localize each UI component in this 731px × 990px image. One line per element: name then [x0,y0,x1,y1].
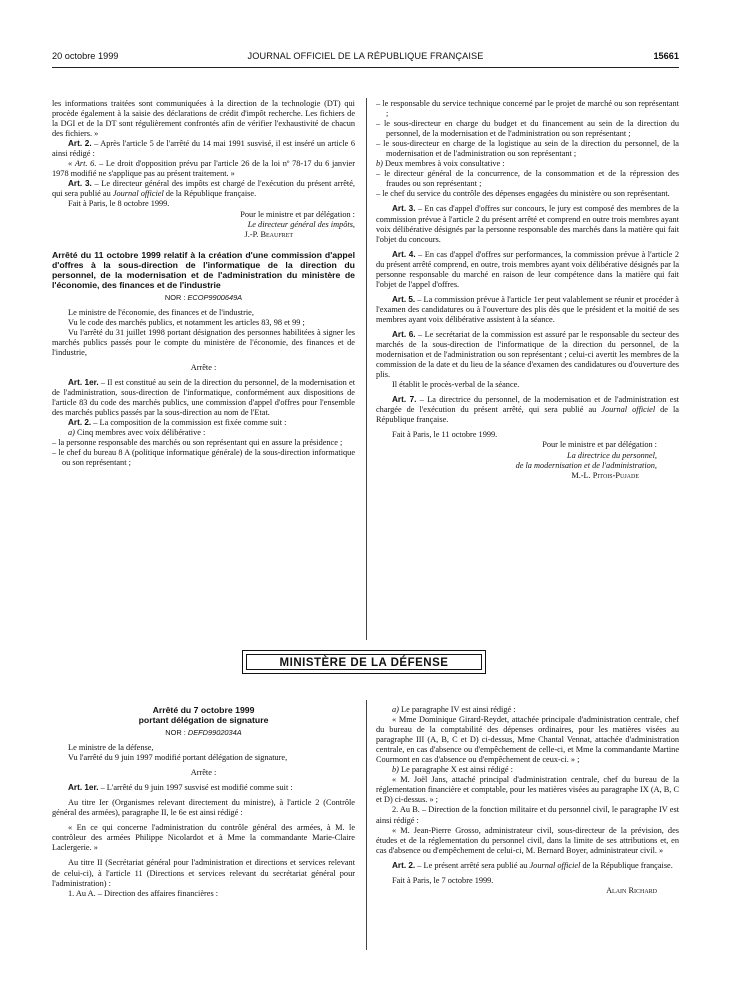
paragraph: Art. 1er. – L'arrêté du 9 juin 1997 susvisé est modifié comme suit : [68,783,293,793]
ministry-heading: MINISTÈRE DE LA DÉFENSE [246,654,482,670]
fait-a-paris: Fait à Paris, le 8 octobre 1999. [68,199,170,209]
fait-a-paris: Fait à Paris, le 11 octobre 1999. [392,430,498,440]
quote-paragraph: « Mme Dominique Girard-Reydet, attachée principale d'administration centrale, chef du bureau de la comptabilité des dépenses ordinaires, pour les matières visées au paragraphe III (A, B, C et D) ci-dessus, Mme Chantal Vennat, attachée d'administration centrale, en cas d'absence ou d'empêchement de celle-ci, et Mme la commandante Martine Courmont en cas d'absence ou d'empêchement de ceux-ci. » ; [376,715,679,765]
signature-line: de la modernisation et de l'administration, [515,460,657,470]
signature-line: Pour le ministre et par délégation : [542,440,657,450]
paragraph: les informations traitées sont communiquées à la direction de la technologie (DT) qui procède également à la saisie des déclarations de crédit d'impôt recherche. Les fichiers de la DGI et de la DT sont régulièrement confrontés afin de vérifier l'exhaustivité de chacun des fichiers. » [52,99,355,139]
signature-line: Pour le ministre et par délégation : [240,209,355,219]
ministry-heading-box [242,650,486,674]
paragraph: Art. 2. – La composition de la commission est fixée comme suit : [68,418,287,428]
list-item: – le responsable du service technique concerné par le projet de marché ou son représentant ; [376,99,679,119]
paragraph: Art. 3. – En cas d'appel d'offres sur concours, le jury est composé des membres de la commission prévue à l'article 2 du présent arrêté et comprend en outre trois membres ayant voix délibérative désignés par la personne responsable des marchés dans la matière qui fait l'objet du concours. [376,204,679,244]
paragraph: Art. 1er. – Il est constitué au sein de la direction du personnel, de la modernisation et de l'administration, sous-direction de l'informatique, conformément aux dispositions de l'article 83 du code des marchés publics, une commission d'appel d'offres pour l'ensemble des marchés publics passés par la sous-direction au nom de l'Etat. [52,377,355,418]
decree-title: Arrêté du 11 octobre 1999 relatif à la création d'une commission d'appel d'offres à la sous-direction de l'informatique de la direction du personnel, de la modernisation et de l'administration du ministère de l'économie, des finances et de l'industrie [52,249,355,290]
paragraph: Art. 7. – La directrice du personnel, de la modernisation et de l'administration est chargée de l'exécution du présent arrêté, qui sera publié au Journal officiel de la République française. [376,395,679,425]
quote-paragraph: « M. Jean-Pierre Grosso, administrateur civil, sous-directeur de la prévision, des études et de la réglementation du personnel civil, dans la limite de ses attributions et, en cas d'absence ou d'empêchement de celui-ci, M. Bernard Boyer, administrateur civil. » [376,825,679,855]
paragraph: « Art. 6. – Le droit d'opposition prévu par l'article 26 de la loi nº 78-17 du 6 janvier 1978 modifié ne s'applique pas au présent traitement. » [52,159,355,179]
quote-paragraph: « M. Joël Jans, attaché principal d'administration centrale, chef du bureau de la réglementation financière et comptable, pour les matières visées au paragraphe IX (A, B, C et D) ci-dessus. » ; [376,775,679,805]
paragraph: a) Le paragraphe IV est ainsi rédigé : [392,705,516,714]
fait-a-paris: Fait à Paris, le 7 octobre 1999. [392,875,494,885]
column-divider-bottom [366,700,367,950]
paragraph: Vu le code des marchés publics, et notamment les articles 83, 98 et 99 ; [68,317,305,327]
signature-name: M.-L. Pitois-Pujade [571,470,639,480]
signature-line: Le directeur général des impôts, [247,219,355,229]
page-header [52,51,679,65]
right-column-bottom [376,705,679,896]
paragraph: 1. Au A. – Direction des affaires financières : [68,888,219,898]
list-item: – le sous-directeur en charge du budget et du financement au sein de la direction du personnel, de la modernisation et de l'administration ou son représentant ; [376,119,679,139]
paragraph: « En ce qui concerne l'administration du contrôle général des armées, à M. le contrôleur des armées Philippe Nicolardot et à Mme la commandante Marie-Claire Laclergerie. » [52,823,355,853]
arrete-heading: Arrête : [190,768,217,778]
paragraph: Art. 6. – Le secrétariat de la commission est assuré par le responsable du secteur des marchés de la sous-direction de l'informatique de la direction du personnel, de la modernisation et de l'administration ou son représentant ; celui-ci avertit les membres de la commission de la date et du lieu de la séance d'examen des candidatures ou d'ouverture des plis. [376,329,679,380]
paragraph: Au titre II (Secrétariat général pour l'administration et directions et services relevant de celui-ci), à l'article 11 (Directions et services relevant du secrétariat général pour l'administration) : [52,858,355,888]
paragraph: Il établit le procès-verbal de la séance. [392,380,520,390]
paragraph: a) Cinq membres avec voix délibérative : [68,428,206,438]
paragraph: Art. 2. – Le présent arrêté sera publié au Journal officiel de la République française. [392,860,673,870]
nor-reference: NOR : DEFD9902034A [165,728,242,737]
left-column-bottom [52,705,355,899]
list-item: – la personne responsable des marchés ou son représentant qui en assure la présidence ; [52,438,343,448]
paragraph: Vu l'arrêté du 9 juin 1997 modifié portant délégation de signature, [68,753,288,763]
paragraph: Art. 3. – Le directeur général des impôts est chargé de l'exécution du présent arrêté, qui sera publié au Journal officiel de la République française. [52,179,355,199]
paragraph: Au titre Ier (Organismes relevant directement du ministre), à l'article 2 (Contrôle général des armées), paragraphe II, le 6e est ainsi rédigé : [52,798,355,818]
arrete-heading: Arrête : [190,362,217,372]
list-item: – le chef du bureau 8 A (politique informatique générale) de la sous-direction informatique ou son représentant ; [52,448,355,468]
right-column-top [376,99,679,481]
paragraph: Vu l'arrêté du 31 juillet 1998 portant désignation des personnes habilitées à signer les marchés publics passés pour le compte du ministère de l'économie, des finances et de l'industrie, [52,327,355,357]
paragraph: Le ministre de l'économie, des finances et de l'industrie, [68,307,254,317]
decree-subtitle: portant délégation de signature [138,715,269,725]
paragraph: b) Le paragraphe X est ainsi rédigé : [392,765,513,775]
list-item: – le sous-directeur en charge de la logistique au sein de la direction du personnel, de la modernisation et de l'administration ou son représentant ; [376,139,679,159]
paragraph: Art. 4. – En cas d'appel d'offres sur performances, la commission prévue à l'article 2 du présent arrêté comprend, en outre, trois membres ayant voix délibérative désignés par la personne responsable du marché en raison de leur compétence dans la matière qui fait l'objet de l'appel d'offres. [376,249,679,289]
left-column-top [52,99,355,468]
paragraph: Le ministre de la défense, [68,743,154,753]
paragraph: b) Deux membres à voix consultative : [376,159,505,169]
signature-line: La directrice du personnel, [566,450,657,460]
list-item: – le directeur général de la concurrence, de la consommation et de la répression des fraudes ou son représentant ; [376,169,679,189]
signature-name: Alain Richard [606,885,657,895]
header-rule [52,67,679,68]
signature-name: J.-P. Beaufret [244,229,293,239]
paragraph: Art. 5. – La commission prévue à l'article 1er peut valablement se réunir et procéder à l'examen des candidatures ou à l'ouverture des plis dès que le président et la moitié de ses membres ayant voix délibérative assistent à la séance. [376,294,679,324]
header-journal-title: JOURNAL OFFICIEL DE LA RÉPUBLIQUE FRANÇAISE [247,51,484,61]
decree-title: Arrêté du 7 octobre 1999 [152,705,255,715]
header-date: 20 octobre 1999 [52,51,119,61]
nor-reference: NOR : ECOP9900649A [164,292,243,302]
paragraph: Art. 2. – Après l'article 5 de l'arrêté du 14 mai 1991 susvisé, il est inséré un article 6 ainsi rédigé : [52,139,355,159]
column-divider-top [366,98,367,640]
list-item: – le chef du service du contrôle des dépenses engagées du ministère ou son représentant. [376,189,670,199]
paragraph: 2. Au B. – Direction de la fonction militaire et du personnel civil, le paragraphe IV est ainsi rédigé : [376,805,679,825]
header-page-number: 15661 [653,51,679,61]
